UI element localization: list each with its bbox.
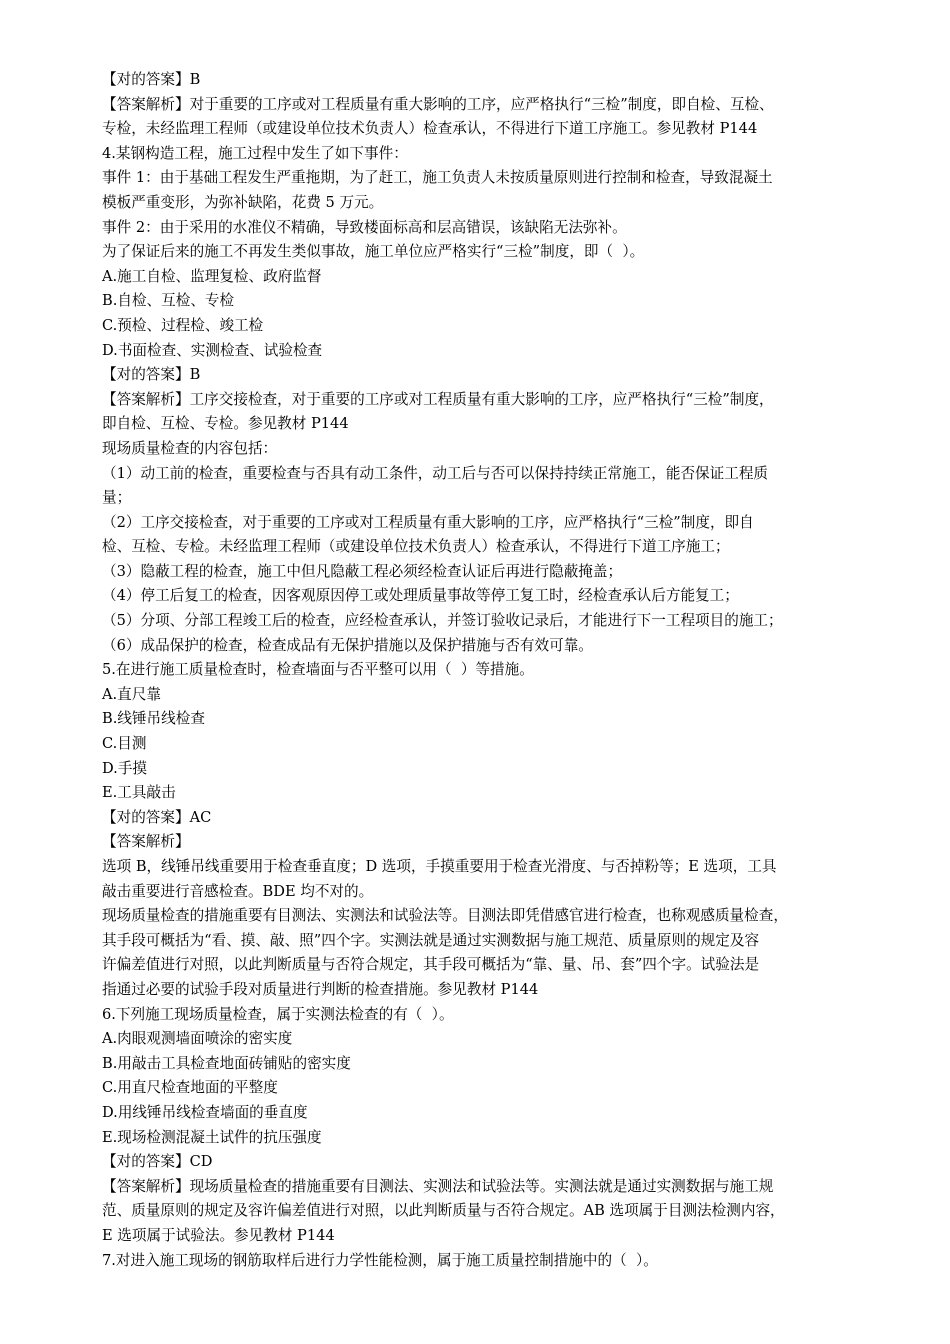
text-line: 【答案解析】对于重要的工序或对工程质量有重大影响的工序，应严格执行“三检”制度，即自检、互检、 (102, 95, 774, 113)
text-line: 6.下列施工现场质量检查，属于实测法检查的有（ ）。 (102, 1005, 454, 1023)
text-line: 许偏差值进行对照，以此判断质量与否符合规定，其手段可概括为“靠、量、吊、套”四个字。试验法是 (102, 956, 760, 974)
text-line: C.预检、过程检、竣工检 (102, 316, 264, 334)
text-line: D.书面检查、实测检查、试验检查 (102, 341, 323, 359)
text-line: 7.对进入施工现场的钢筋取样后进行力学性能检测，属于施工质量控制措施中的（ ）。 (102, 1251, 658, 1269)
text-line: 检、互检、专检。未经监理工程师（或建设单位技术负责人）检查承认，不得进行下道工序施工； (102, 538, 730, 556)
text-line: 其手段可概括为“看、摸、敲、照”四个字。实测法就是通过实测数据与施工规范、质量原则的规定及容 (102, 931, 760, 949)
text-line: 【对的答案】CD (102, 1153, 213, 1171)
text-line: 5.在进行施工质量检查时，检查墙面与否平整可以用（ ）等措施。 (102, 661, 534, 679)
text-line: D.手摸 (102, 759, 148, 777)
text-line: 现场质量检查的内容包括： (102, 439, 278, 457)
text-line: D.用线锤吊线检查墙面的垂直度 (102, 1103, 308, 1121)
text-line: E.现场检测混凝土试件的抗压强度 (102, 1128, 322, 1146)
text-line: 【答案解析】现场质量检查的措施重要有目测法、实测法和试验法等。实测法就是通过实测数据与施工规 (102, 1177, 774, 1195)
text-line: （3）隐蔽工程的检查，施工中但凡隐蔽工程必须经检查认证后再进行隐蔽掩盖； (102, 562, 623, 580)
text-line: 现场质量检查的措施重要有目测法、实测法和试验法等。目测法即凭借感官进行检查，也称观感质量检查， (102, 907, 788, 925)
text-line: 事件 1：由于基础工程发生严重拖期，为了赶工，施工负责人未按质量原则进行控制和检查，导致混凝土 (102, 169, 773, 187)
text-line: 范、质量原则的规定及容许偏差值进行对照，以此判断质量与否符合规定。AB 选项属于目测法检测内容， (102, 1202, 785, 1220)
text-line: 指通过必要的试验手段对质量进行判断的检查措施。参见教材 P144 (102, 980, 539, 998)
text-line: 即自检、互检、专检。参见教材 P144 (102, 415, 349, 433)
text-line: 【对的答案】AC (102, 808, 212, 826)
text-line: A.施工自检、监理复检、政府监督 (102, 267, 322, 285)
text-line: 【对的答案】B (102, 366, 201, 384)
text-line: （1）动工前的检查，重要检查与否具有动工条件，动工后与否可以保持持续正常施工，能否保证工程质 (102, 464, 769, 482)
text-line: 敲击重要进行音感检查。BDE 均不对的。 (102, 882, 374, 900)
text-line: （4）停工后复工的检查，因客观原因停工或处理质量事故等停工复工时，经检查承认后方能复工； (102, 587, 739, 605)
text-line: 事件 2：由于采用的水准仪不精确，导致楼面标高和层高错误，该缺陷无法弥补。 (102, 218, 627, 236)
text-line: B.自检、互检、专检 (102, 292, 235, 310)
text-line: 4.某钢构造工程，施工过程中发生了如下事件： (102, 144, 408, 162)
text-line: （2）工序交接检查，对于重要的工序或对工程质量有重大影响的工序，应严格执行“三检”制度，即自 (102, 513, 754, 531)
text-line: 专检，未经监理工程师（或建设单位技术负责人）检查承认，不得进行下道工序施工。参见教材 P144 (102, 120, 758, 138)
text-line: 选项 B，线锤吊线重要用于检查垂直度；D 选项，手摸重要用于检查光滑度、与否掉粉等；E 选项，工具 (102, 858, 777, 875)
text-line: 量； (102, 489, 132, 507)
text-line: A.直尺靠 (102, 685, 161, 703)
text-line: E.工具敲击 (102, 784, 176, 802)
text-line: C.用直尺检查地面的平整度 (102, 1079, 278, 1097)
text-line: E 选项属于试验法。参见教材 P144 (102, 1226, 335, 1244)
text-line: 【对的答案】B (102, 71, 201, 88)
text-line: 【答案解析】工序交接检查，对于重要的工序或对工程质量有重大影响的工序，应严格执行“三检”制度， (102, 390, 774, 408)
text-line: B.用敲击工具检查地面砖铺贴的密实度 (102, 1054, 351, 1072)
text-line: B.线锤吊线检查 (102, 710, 205, 728)
text-line: 为了保证后来的施工不再发生类似事故，施工单位应严格实行“三检”制度，即（ ）。 (102, 243, 645, 261)
text-line: （6）成品保护的检查，检查成品有无保护措施以及保护措施与否有效可靠。 (102, 636, 593, 654)
text-line: A.肉眼观测墙面喷涂的密实度 (102, 1030, 293, 1048)
text-line: （5）分项、分部工程竣工后的检查，应经检查承认，并签订验收记录后，才能进行下一工程项目的施工； (102, 612, 783, 630)
text-line: C.目测 (102, 735, 147, 753)
text-line: 【答案解析】 (102, 833, 190, 851)
text-line: 模板严重变形，为弥补缺陷，花费 5 万元。 (102, 193, 384, 211)
